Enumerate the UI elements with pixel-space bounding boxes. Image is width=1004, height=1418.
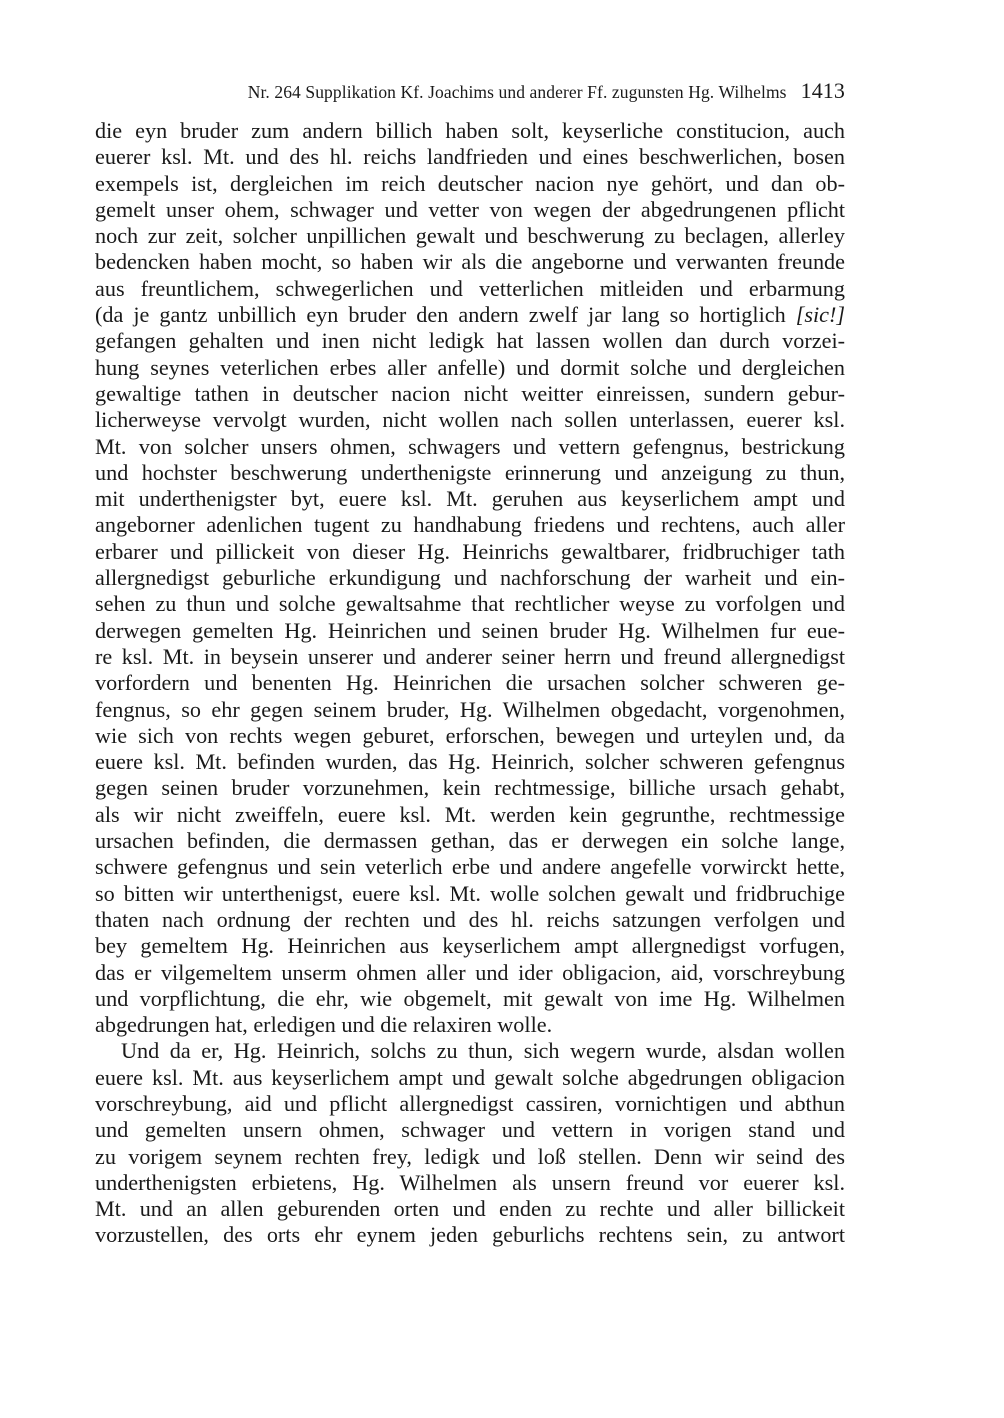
text-line: thaten nach ordnung der rechten und des hl. reichs satzungen verfolgen und [95,906,845,932]
paragraph-1 [95,118,845,1038]
page-number: 1413 [800,78,845,103]
text-line: licherweyse vervolgt wurden, nicht wollen nach sollen unterlassen, euerer ksl. [95,407,845,433]
text-line: und hochster beschwerung underthenigste erinnerung und anzeigung zu thun, [95,459,845,485]
text-line: Mt. von solcher unsers ohmen, schwagers und vettern gefengnus, bestrickung [95,433,845,459]
text-line: noch zur zeit, solcher unpillichen gewalt und beschwerung zu beclagen, allerley [95,223,845,249]
text-line: allergnedigst geburliche erkundigung und nachforschung der warheit und ein- [95,565,845,591]
text-line: erbarer und pillickeit von dieser Hg. Heinrichs gewaltbarer, fridbruchiger tath [95,538,845,564]
text-line: gegen seinen bruder vorzunehmen, kein rechtmessige, billiche ursach gehabt, [95,775,845,801]
body-text [95,118,845,1249]
sic-note: [sic!] [795,302,845,328]
text-line: das er vilgemeltem unserm ohmen aller und ider obligacion, aid, vorschreybung [95,959,845,985]
text-line: so bitten wir unterthenigst, euere ksl. Mt. wolle solchen gewalt und fridbruchige [95,880,845,906]
text-line: vorschreybung, aid und pflicht allergnedigst cassiren, vornichtigen und abthun [95,1090,845,1116]
text-line-content: (da je gantz unbillich eyn bruder den andern zwelf jar lang so hortiglich [95,302,786,328]
text-line: bedencken haben mocht, so haben wir als die angeborne und verwanten freunde [95,249,845,275]
text-line: aus freuntlichem, schwegerlichen und vetterlichen mitleiden und erbarmung [95,275,845,301]
text-line: wie sich von rechts wegen geburet, erforschen, bewegen und urteylen und, da [95,722,845,748]
document-page [95,78,845,1249]
text-line: euere ksl. Mt. befinden wurden, das Hg. Heinrich, solcher schweren gefengnus [95,749,845,775]
text-line: zu vorigem seynem rechten frey, ledigk und loß stellen. Denn wir seind des [95,1143,845,1169]
text-line: schwere gefengnus und sein veterlich erbe und andere angefelle vorwirckt hette, [95,854,845,880]
text-line: Und da er, Hg. Heinrich, solchs zu thun, sich wegern wurde, alsdan wollen [121,1038,845,1064]
running-header-title: Nr. 264 Supplikation Kf. Joachims und anderer Ff. zugunsten Hg. Wilhelms [247,82,787,102]
text-line: gewaltige tathen in deutscher nacion nicht weitter einreissen, sundern gebur- [95,380,845,406]
text-line: ursachen befinden, die dermassen gethan, das er derwegen ein solche lange, [95,828,845,854]
text-line: als wir nicht zweiffeln, euere ksl. Mt. werden kein gegrunthe, rechtmessige [95,801,845,827]
text-line: und gemelten unsern ohmen, schwager und vettern in vorigen stand und [95,1117,845,1143]
text-line: bey gemeltem Hg. Heinrichen aus keyserlichem ampt allergnedigst vorfugen, [95,933,845,959]
text-line: hung seynes veterlichen erbes aller anfelle) und dormit solche und dergleichen [95,354,845,380]
text-line: vorfordern und benenten Hg. Heinrichen die ursachen solcher schweren ge- [95,670,845,696]
text-line: gemelt unser ohem, schwager und vetter von wegen der abgedrungenen pflicht [95,196,845,222]
text-line: vorzustellen, des orts ehr eynem jeden geburlichs rechtens sein, zu antwort [95,1222,845,1248]
text-line: und vorpflichtung, die ehr, wie obgemelt, mit gewalt von ime Hg. Wilhelmen [95,985,845,1011]
text-line: Mt. und an allen geburenden orten und enden zu rechte und aller billickeit [95,1196,845,1222]
text-line: derwegen gemelten Hg. Heinrichen und seinen bruder Hg. Wilhelmen fur eue- [95,617,845,643]
text-line: sehen zu thun und solche gewaltsahme that rechtlicher weyse zu vorfolgen und [95,591,845,617]
text-line: angeborner adenlichen tugent zu handhabung friedens und rechtens, auch aller [95,512,845,538]
running-header [95,78,845,108]
text-line: re ksl. Mt. in beysein unserer und anderer seiner herrn und freund allergnedigst [95,643,845,669]
text-line: exempels ist, dergleichen im reich deutscher nacion nye gehört, und dan ob- [95,170,845,196]
text-line: euere ksl. Mt. aus keyserlichem ampt und gewalt solche abgedrungen obligacion [95,1064,845,1090]
text-line: underthenigsten erbietens, Hg. Wilhelmen als unsern freund vor euerer ksl. [95,1169,845,1195]
text-line: mit underthenigster byt, euere ksl. Mt. geruhen aus keyserlichem ampt und [95,486,845,512]
text-line: gefangen gehalten und inen nicht ledigk hat lassen wollen dan durch vorzei- [95,328,845,354]
paragraph-2 [95,1038,845,1248]
text-line: euerer ksl. Mt. und des hl. reichs landfrieden und eines beschwerlichen, bosen [95,144,845,170]
text-line: die eyn bruder zum andern billich haben solt, keyserliche constitucion, auch [95,118,845,143]
text-line: abgedrungen hat, erledigen und die relaxiren wolle. [95,1012,553,1038]
text-line: fengnus, so ehr gegen seinem bruder, Hg. Wilhelmen obgedacht, vorgenohmen, [95,696,845,722]
text-line-with-sic [95,302,845,328]
